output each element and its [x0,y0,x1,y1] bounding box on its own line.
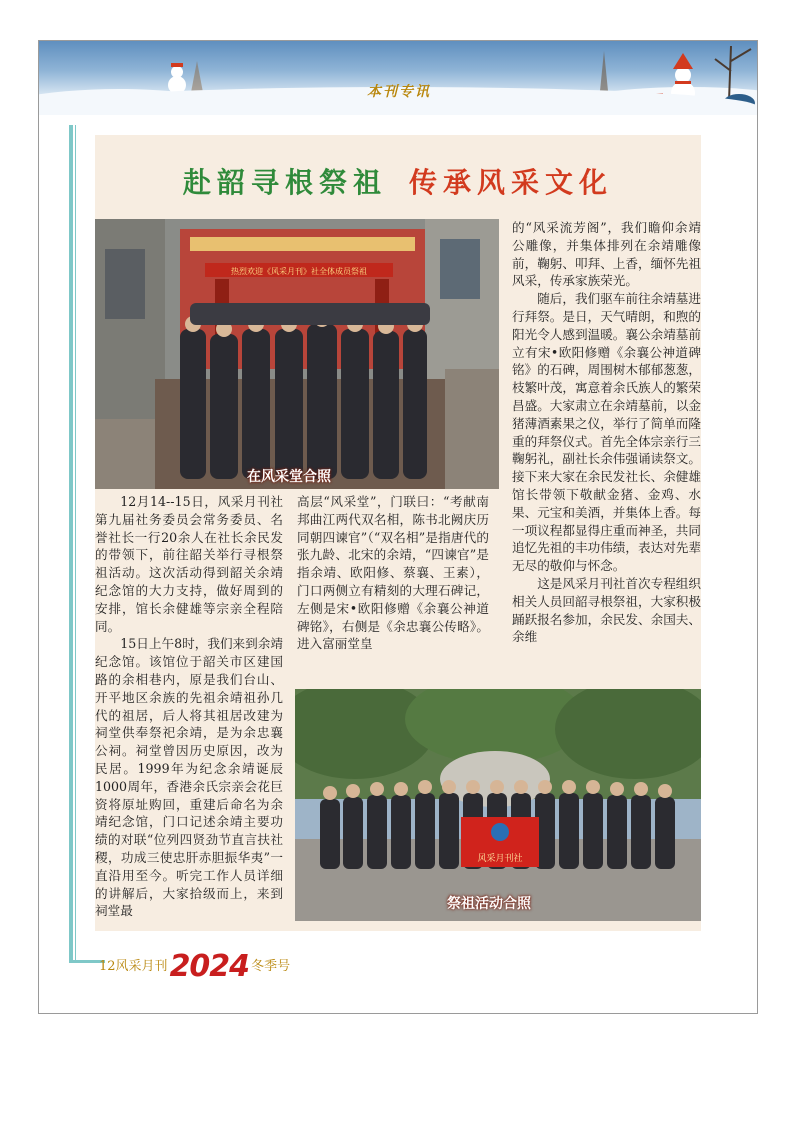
group-photo-hall-image [95,219,499,489]
magazine-page [38,40,758,1014]
group-photo-tomb-image [295,689,701,921]
issue-year: 2024 [169,949,250,984]
paragraph: 这是风采月刊社首次专程组织相关人员回韶寻根祭祖，大家积极踊跃报名参加，余民发、余国夫、余维 [512,575,701,645]
photo-memorial-group [295,689,701,921]
paragraph: 的“风采流芳阁”，我们瞻仰余靖公雕像，并集体排列在余靖雕像前，鞠躬、叩拜、上香，缅怀先祖风采，传承家族荣光。 [512,220,701,289]
article-column-2 [297,493,489,653]
winter-header-banner [39,41,757,115]
photo1-caption: 在风采堂合照 [247,469,331,485]
paragraph: 随后，我们驱车前往余靖墓进行拜祭。是日，天气晴朗，和煦的阳光令人感到温暖。襄公余靖墓前立有宋•欧阳修赠《余襄公神道碑铭》的石碑，周围树木郁郁葱葱，枝繁叶茂，寓意着余氏族人的繁荣昌盛。大家肃立在余靖墓前，以金猪薄酒素果之仪，举行了简单而隆重的拜祭仪式。首先全体宗亲行三鞠躬礼，副社长余伟强诵读祭文。接下来大家在余民发社长、余健雄馆长带领下敬献金猪、金鸡、水果、元宝和美酒，并集体上香。每一项议程都显得庄重而神圣，共同追忆先祖的丰功伟绩，表达对先辈无尽的敬仰与怀念。 [512,291,701,574]
page-footer [99,949,290,984]
side-rule [69,125,73,961]
welcome-banner-text: 热烈欢迎《风采月刊》社全体成员祭祖 [231,267,367,276]
article-column-1 [95,493,283,920]
page-number: 12 [99,959,116,974]
issue-season: 冬季号 [251,959,291,974]
section-label: 本刊专讯 [367,84,431,100]
title-right: 传承风采文化 [409,166,614,199]
article-title [95,161,701,201]
paragraph: 15日上午8时，我们来到余靖纪念馆。该馆位于韶关市区建国路的余相巷内，原是我们台山、开平地区余族的先祖余靖祖孙几代的祖居，后人将其祖居改建为祠堂供奉祭祀余靖，是为余忠襄公祠。祠堂曾因历史原因，改为民居。1999年为纪念余靖诞辰1000周年，香港余氏宗亲会花巨资将原址购回，重建后命名为余靖纪念馆，门口记述余靖主要功绩的对联“位列四贤劲节直言扶社稷，功成三使忠肝赤胆振华夷”一直沿用至今。听完工作人员详细的讲解后，大家拾级而上，来到祠堂最 [95,636,283,919]
article-column-3 [512,219,701,646]
photo2-caption: 祭祖活动合照 [447,896,531,912]
photo-fengcai-hall [95,219,499,489]
paragraph: 高层“风采堂”，门联曰：“考献南邦曲江两代双名相，陈书北阙庆历同朝四谏官”（“双名相”是指唐代的张九龄、北宋的余靖，“四谏官”是指余靖、欧阳修、蔡襄、王素），门口两侧立有精刻的大理石碑记，左侧是宋•欧阳修赠《余襄公神道碑铭》，右侧是《余忠襄公传略》。进入富丽堂皇 [297,494,489,652]
paragraph: 12月14--15日，风采月刊社第九届社务委员会常务委员、名誉社长一行20余人在社长余民发的带领下，前往韶关举行寻根祭祖活动。这次活动得到韶关余靖纪念馆的大力支持，做好周到的安排，馆长余健雄等宗亲全程陪同。 [95,494,283,634]
title-left: 赴韶寻根祭祖 [182,166,387,199]
magazine-name: 风采月刊 [115,959,168,974]
side-rule-thin [75,125,76,961]
flag-text: 风采月刊社 [477,854,523,864]
